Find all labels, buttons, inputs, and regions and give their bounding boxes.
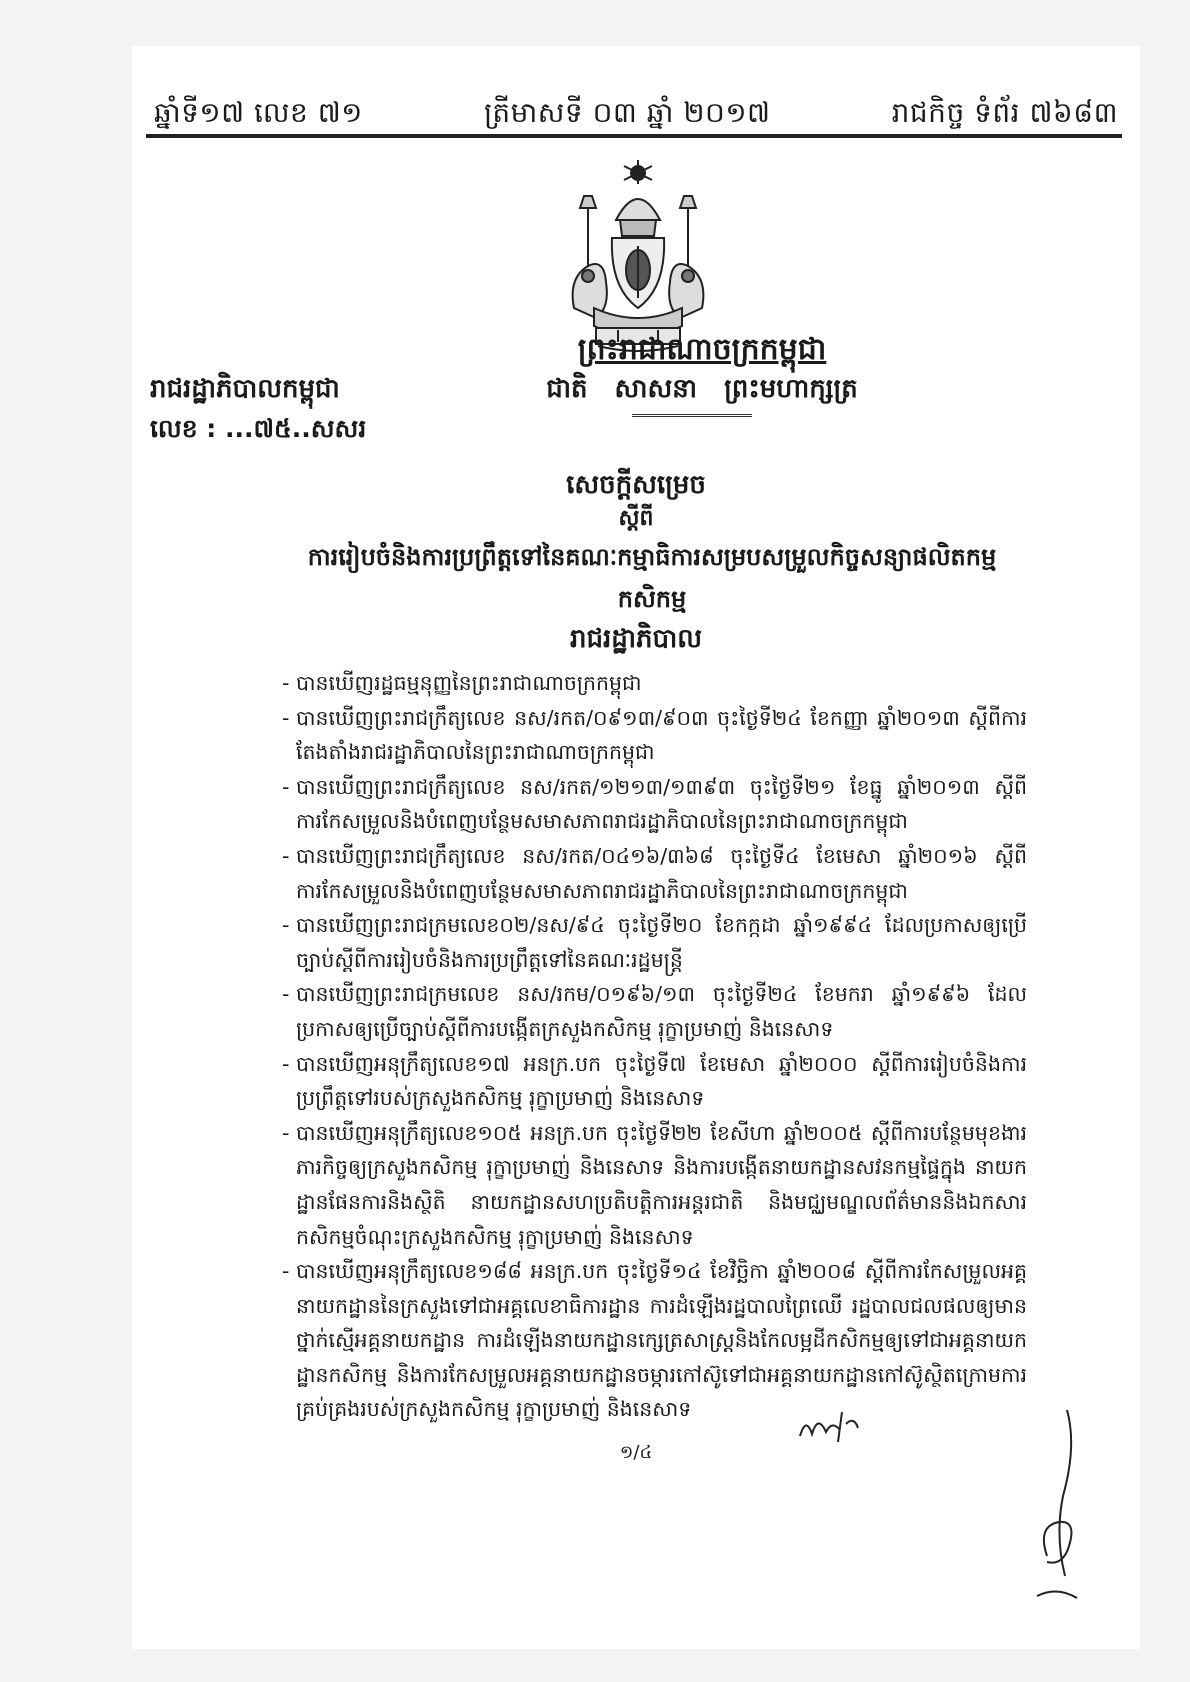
document-about: ស្តីពី	[618, 506, 654, 531]
preamble-item: - បានឃើញព្រះរាជក្រឹត្យលេខ នស/រកត/០៤១៦/៣៦៨ ចុះថ្ងៃទី៤ ខែមេសា ឆ្នាំ២០១៦ ស្តីពីការកែសម្រួលនិងបំពេញបន្ថែមសមាសភាពរាជរដ្ឋាភិបាលនៃព្រះរាជាណាចក្រកម្ពុជា	[282, 839, 1027, 908]
document-subject: ការរៀបចំនិងការប្រព្រឹត្តទៅនៃគណៈកម្មាធិការសម្របសម្រួលកិច្ចសន្យាផលិតកម្មកសិកម្ម	[307, 543, 997, 613]
page-number: ១/៤	[619, 1442, 653, 1463]
header-volume: ឆ្នាំទី១៧ លេខ ៧១	[154, 96, 363, 129]
margin-signature-icon	[1007, 1406, 1097, 1606]
kingdom-title: ព្រះរាជាណាចក្រកម្ពុជា	[577, 332, 827, 367]
preamble-item: - បានឃើញព្រះរាជក្រឹត្យលេខ នស/រកត/១២១៣/១៣៩៣ ចុះថ្ងៃទី២១ ខែធ្នូ ឆ្នាំ២០១៣ ស្តីពីការកែសម្រួលនិងបំពេញបន្ថែមសមាសភាពរាជរដ្ឋាភិបាលនៃព្រះរាជាណាចក្រកម្ពុជា	[282, 770, 1027, 839]
document-type: សេចក្តីសម្រេច	[566, 470, 706, 500]
preamble-item: - បានឃើញអនុក្រឹត្យលេខ១៧ អនក្រ.បក ចុះថ្ងៃទី៧ ខែមេសា ឆ្នាំ២០០០ ស្តីពីការរៀបចំនិងការប្រព្រឹត្តទៅរបស់ក្រសួងកសិកម្ម រុក្ខាប្រមាញ់ និងនេសាទ	[282, 1047, 1027, 1116]
preamble-item: - បានឃើញព្រះរាជក្រឹត្យលេខ នស/រកត/០៩១៣/៩០៣ ចុះថ្ងៃទី២៤ ខែកញ្ញា ឆ្នាំ២០១៣ ស្តីពីការតែងតាំងរាជរដ្ឋាភិបាលនៃព្រះរាជាណាចក្រកម្ពុជា	[282, 701, 1027, 770]
preamble-item: - បានឃើញព្រះរាជក្រមលេខ០២/នស/៩៤ ចុះថ្ងៃទី២០ ខែកក្កដា ឆ្នាំ១៩៩៤ ដែលប្រកាសឲ្យប្រើច្បាប់ស្តីពីការរៀបចំនិងការប្រព្រឹត្តទៅនៃគណៈរដ្ឋមន្ត្រី	[282, 908, 1027, 977]
header-gazette-page: រាជកិច្ច ទំព័រ ៧៦៨៣	[891, 96, 1118, 129]
issuing-government: រាជរដ្ឋាភិបាលកម្ពុជា	[150, 374, 340, 404]
header-rule	[146, 134, 1122, 138]
header-quarter: ត្រីមាសទី ០៣ ឆ្នាំ ២០១៧	[484, 96, 771, 129]
motto-divider	[632, 414, 752, 419]
document-page	[132, 46, 1140, 1649]
issuing-authority: រាជរដ្ឋាភិបាល	[569, 624, 703, 654]
running-header	[154, 86, 1118, 136]
preamble-item: - បានឃើញអនុក្រឹត្យលេខ១០៥ អនក្រ.បក ចុះថ្ងៃទី២២ ខែសីហា ឆ្នាំ២០០៥ ស្តីពីការបន្ថែមមុខងារភារកិច្ចឲ្យក្រសួងកសិកម្ម រុក្ខាប្រមាញ់ និងនេសាទ និងការបង្កើតនាយកដ្ឋានសវនកម្មផ្ទៃក្នុង នាយកដ្ឋានផែនការនិងស្ថិតិ នាយកដ្ឋានសហប្រតិបត្តិការអន្តរជាតិ និងមជ្ឈមណ្ឌលព័ត៌មាននិងឯកសារកសិកម្មចំណុះក្រសួងកសិកម្ម រុក្ខាប្រមាញ់ និងនេសាទ	[282, 1116, 1027, 1254]
preamble-item: - បានឃើញរដ្ឋធម្មនុញ្ញនៃព្រះរាជាណាចក្រកម្ពុជា	[282, 666, 1027, 701]
preamble-list	[282, 666, 1027, 1427]
preamble-item: - បានឃើញអនុក្រឹត្យលេខ១៨៨ អនក្រ.បក ចុះថ្ងៃទី១៤ ខែវិច្ឆិកា ឆ្នាំ២០០៨ ស្តីពីការកែសម្រួលអគ្គនាយកដ្ឋាននៃក្រសួងទៅជាអគ្គលេខាធិការដ្ឋាន ការដំឡើងរដ្ឋបាលព្រៃឈើ រដ្ឋបាលជលផលឲ្យមានថ្នាក់ស្មើអគ្គនាយកដ្ឋាន ការដំឡើងនាយកដ្ឋានក្សេត្រសាស្ត្រនិងកែលម្អដីកសិកម្មឲ្យទៅជាអគ្គនាយកដ្ឋានកសិកម្ម និងការកែសម្រួលអគ្គនាយកដ្ឋានចម្ការកៅស៊ូទៅជាអគ្គនាយកដ្ឋានកៅស៊ូស្ថិតក្រោមការគ្រប់គ្រងរបស់ក្រសួងកសិកម្ម រុក្ខាប្រមាញ់ និងនេសាទ	[282, 1254, 1027, 1427]
preamble-item: - បានឃើញព្រះរាជក្រមលេខ នស/រកម/០១៩៦/១៣ ចុះថ្ងៃទី២៤ ខែមករា ឆ្នាំ១៩៩៦ ដែលប្រកាសឲ្យប្រើច្បាប់ស្តីពីការបង្កើតក្រសួងកសិកម្ម រុក្ខាប្រមាញ់ និងនេសាទ	[282, 977, 1027, 1046]
royal-coat-of-arms-icon	[558, 158, 718, 358]
nation-motto: ជាតិ សាសនា ព្រះមហាក្សត្រ	[546, 374, 858, 404]
reference-number: លេខ : ...៧៥..សសរ	[150, 414, 367, 443]
